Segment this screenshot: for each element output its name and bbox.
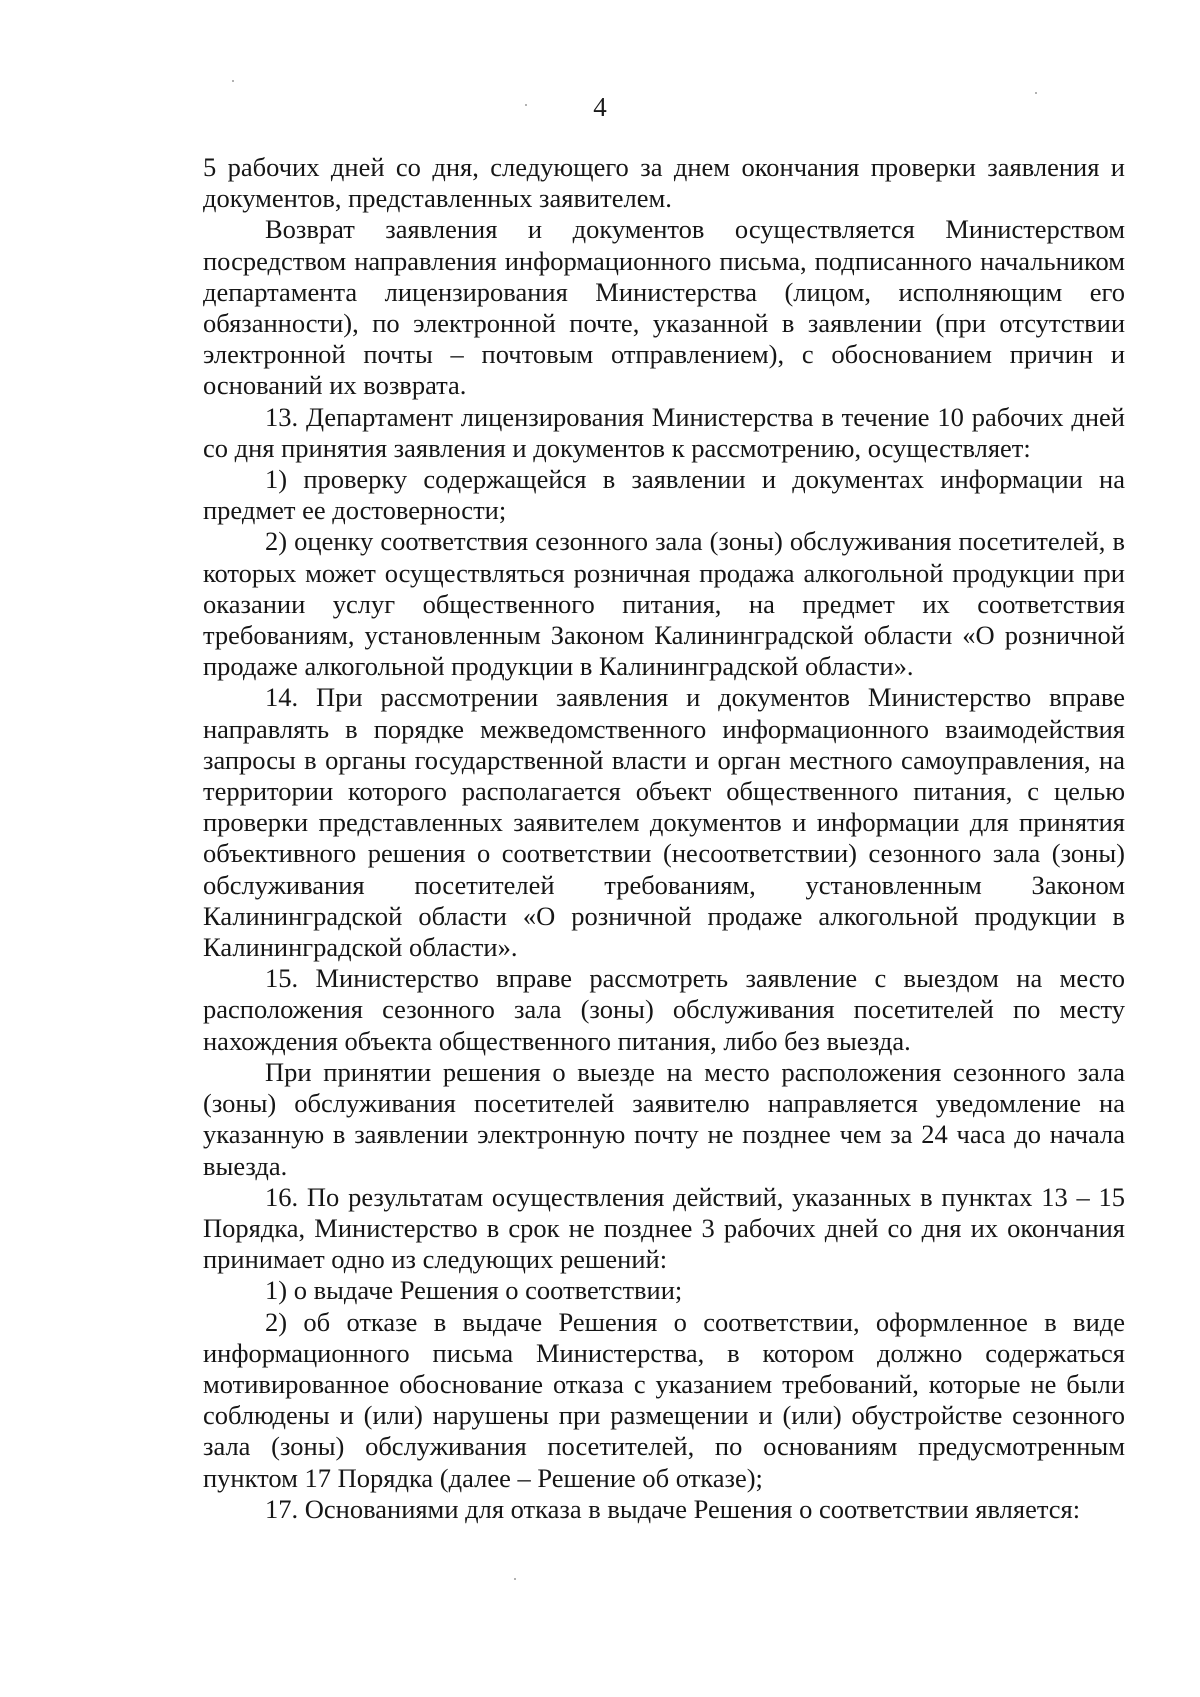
paragraph-14: 14. При рассмотрении заявления и документов Министерство вправе направлять в порядке межведомственного информационного взаимодействия запросы в органы государственной власти и орган местного самоуправления, на территории которого располагается объект общественного питания, с целью проверки представленных заявителем документов и информации для принятия объективного решения о соответствии (несоответствии) сезонного зала (зоны) обслуживания посетителей требованиям, установленным Законом Калининградской области «О розничной продаже алкогольной продукции в Калининградской области». [203,682,1125,963]
paragraph-continuation: 5 рабочих дней со дня, следующего за днем окончания проверки заявления и документов, представленных заявителем. [203,152,1125,214]
paragraph-16-item-2: 2) об отказе в выдаче Решения о соответствии, оформленное в виде информационного письма Министерства, в котором должно содержаться мотивированное обоснование отказа с указанием требований, которые не были соблюдены и (или) нарушены при размещении и (или) обустройстве сезонного зала (зоны) обслуживания посетителей, по основаниям предусмотренным пунктом 17 Порядка (далее – Решение об отказе); [203,1306,1125,1493]
page-number: 4 [593,92,607,122]
document-body [203,152,1125,1525]
scan-speck [514,1578,516,1580]
scan-speck [525,104,527,106]
paragraph-17: 17. Основаниями для отказа в выдаче Решения о соответствии является: [265,1493,1081,1524]
paragraph-13: 13. Департамент лицензирования Министерства в течение 10 рабочих дней со дня принятия заявления и документов к рассмотрению, осуществляет: [203,401,1125,463]
scan-speck [1035,92,1037,94]
scan-speck [232,80,234,82]
paragraph-15-notice: При принятии решения о выезде на место расположения сезонного зала (зоны) обслуживания посетителей заявителю направляется уведомление на указанную в заявлении электронную почту не позднее чем за 24 часа до начала выезда. [203,1056,1125,1181]
paragraph-13-item-2: 2) оценку соответствия сезонного зала (зоны) обслуживания посетителей, в которых может осуществляться розничная продажа алкогольной продукции при оказании услуг общественного питания, на предмет их соответствия требованиям, установленным Законом Калининградской области «О розничной продаже алкогольной продукции в Калининградской области». [203,526,1125,682]
paragraph-16: 16. По результатам осуществления действий, указанных в пунктах 13 – 15 Порядка, Министерство в срок не позднее 3 рабочих дней со дня их окончания принимает одно из следующих решений: [203,1181,1125,1275]
paragraph-13-item-1: 1) проверку содержащейся в заявлении и документах информации на предмет ее достоверности; [203,464,1125,526]
paragraph-return-documents: Возврат заявления и документов осуществляется Министерством посредством направления информационного письма, подписанного начальником департамента лицензирования Министерства (лицом, исполняющим его обязанности), по электронной почте, указанной в заявлении (при отсутствии электронной почты – почтовым отправлением), с обоснованием причин и оснований их возврата. [203,214,1125,401]
paragraph-16-item-1: 1) о выдаче Решения о соответствии; [265,1275,683,1306]
paragraph-15: 15. Министерство вправе рассмотреть заявление с выездом на место расположения сезонного зала (зоны) обслуживания посетителей по месту нахождения объекта общественного питания, либо без выезда. [203,963,1125,1056]
